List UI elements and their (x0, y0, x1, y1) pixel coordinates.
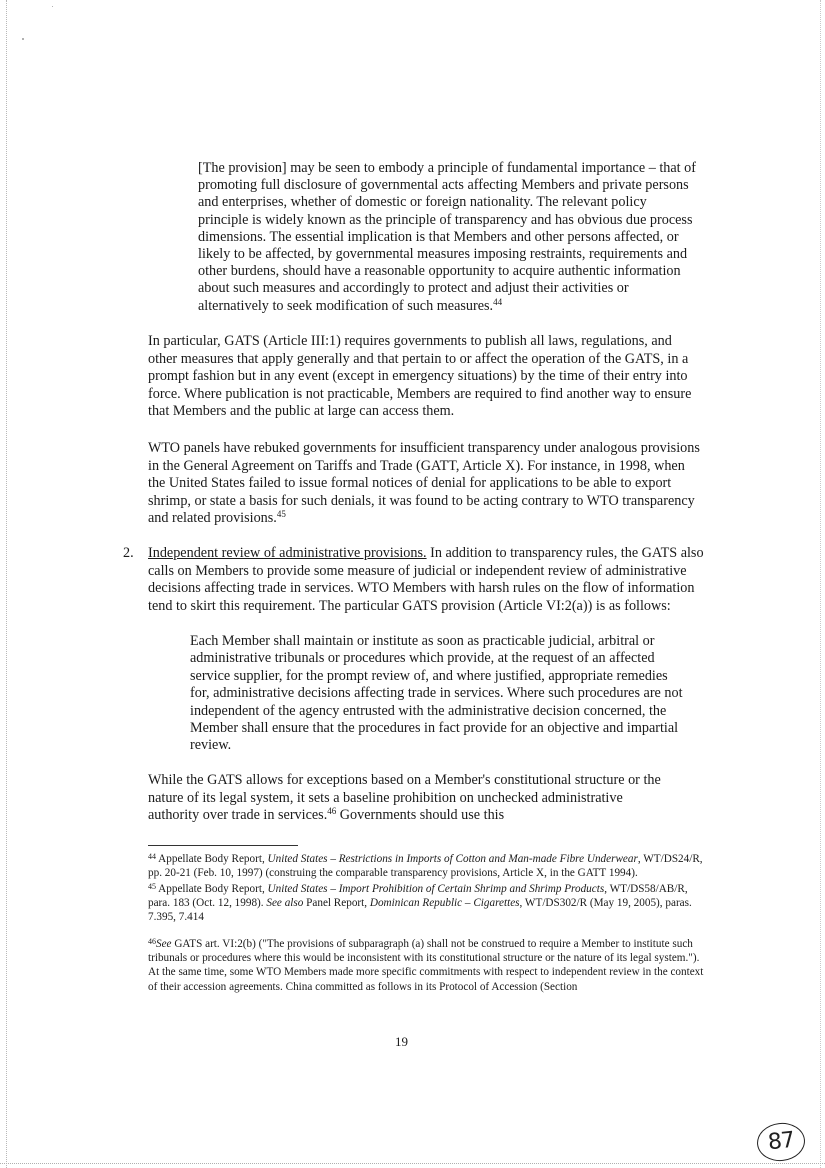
handwritten-page-stamp: 87 (755, 1121, 807, 1164)
item-number: 2. (123, 545, 134, 561)
item-heading: Independent review of administrative provisions. (148, 545, 427, 561)
bottom-scan-edge (0, 1163, 825, 1164)
quoted-provision-article-vi: Each Member shall maintain or institute as soon as practicable judicial, arbitral or administrative tribunals or procedures which provide, at the request of an affected service supplier, for the prompt review of, and where justified, appropriate remedies for, administrative decisions affecting trade in services. Where such procedures are not independent of the agency entrusted with the administrative decision concerned, the Member shall ensure that the procedures in fact provide for an objective and impartial review. (190, 633, 683, 754)
paragraph-wto-panels: WTO panels have rebuked governments for insufficient transparency under analogous provisions in the General Agreement on Tariffs and Trade (GATT, Article X). For instance, in 1998, when the United States failed to issue formal notices of denial for applications to be able to export shrimp, or state a basis for such denials, it was found to be acting contrary to WTO transparency and related provisions.$^{45}$ (148, 440, 700, 527)
scan-speck (22, 38, 24, 40)
item-body: Independent review of administrative provisions. In addition to transparency rules, the GATS also calls on Members to provide some measure of judicial or independent review of administrative decisions affecting trade in services. WTO Members with harsh rules on the flow of information tend to skirt this requirement. The particular GATS provision (Article VI:2(a)) is as follows: (148, 545, 704, 614)
page-number: 19 (395, 1034, 408, 1049)
footnote-separator (148, 845, 298, 846)
footnote-46: $^{46}$See GATS art. VI:2(b) ("The provisions of subparagraph (a) shall not be construed to require a Member to institute such tribunals or procedures where this would be inconsistent with its constitutional structure or the nature of its legal system."). At the same time, some WTO Members made more specific commitments with respect to independent review in the context of their accession agreements. China committed as follows in its Protocol of Accession (Section (148, 937, 704, 993)
footnote-ref-44: 44 (493, 296, 503, 307)
paragraph-gats-article-iii: In particular, GATS (Article III:1) requires governments to publish all laws, regulations, and other measures that apply generally and that pertain to or affect the operation of the GATS, in a prompt fashion but in any event (except in emergency situations) by the time of their entry into force. Where publication is not practicable, Members are required to find another way to ensure that Members and the public at large can access them. (148, 333, 692, 420)
right-scan-edge (820, 0, 821, 1168)
left-scan-edge (6, 0, 7, 1168)
footnote-ref-46: 46 (327, 806, 337, 817)
scan-speck (52, 6, 53, 7)
footnote-ref-45: 45 (276, 509, 286, 520)
footnote-45: $^{45}$ Appellate Body Report, United States – Import Prohibition of Certain Shrimp and Shrimp Products, WT/DS58/AB/R, para. 183 (Oct. 12, 1998). See also Panel Report, Dominican Republic – Cigarettes, WT/DS302/R (May 19, 2005), paras. 7.395, 7.414 (148, 882, 692, 924)
quoted-provision-transparency: [The provision] may be seen to embody a principle of fundamental importance – that of promoting full disclosure of governmental acts affecting Members and private persons and enterprises, whether of domestic or foreign nationality. The relevant policy principle is widely known as the principle of transparency and has obvious due process dimensions. The essential implication is that Members and other persons affected, or likely to be affected, by governmental measures imposing restraints, requirements and other burdens, should have a reasonable opportunity to acquire authentic information about such measures and accordingly to protect and adjust their activities or alternatively to seek modification of such measures.$^{44}$ (198, 160, 696, 314)
footnote-44: $^{44}$ Appellate Body Report, United States – Restrictions in Imports of Cotton and Man-made Fibre Underwear, WT/DS24/R, pp. 20-21 (Feb. 10, 1997) (construing the comparable transparency provisions, Article X, in the GATT 1994). (148, 852, 703, 880)
paragraph-gats-exceptions: While the GATS allows for exceptions based on a Member's constitutional structure or the nature of its legal system, it sets a baseline prohibition on unchecked administrative authority over trade in services.$^{46}$ Governments should use this (148, 772, 661, 824)
